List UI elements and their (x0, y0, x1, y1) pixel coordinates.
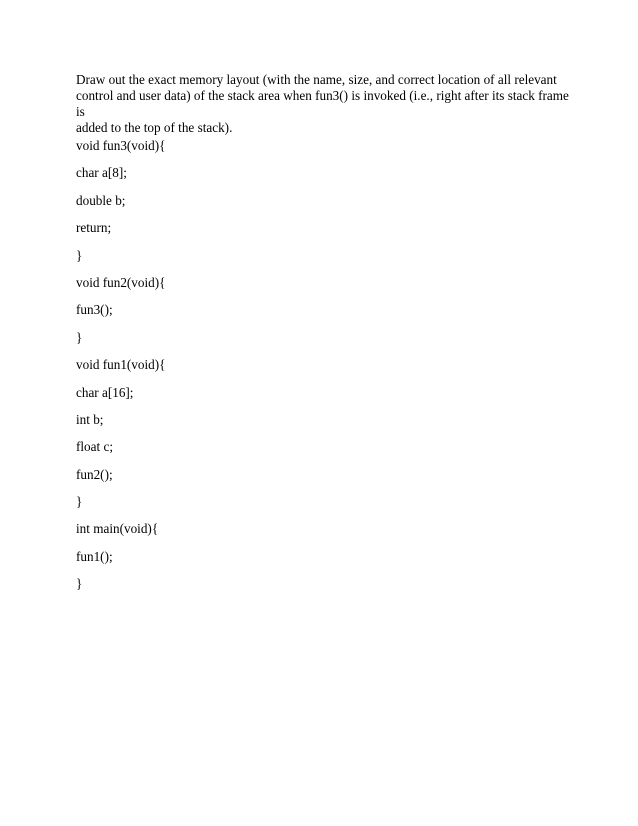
code-line: void fun3(void){ (76, 138, 166, 153)
code-line: return; (76, 220, 112, 236)
code-line: fun1(); (76, 548, 113, 564)
question-text (76, 72, 576, 136)
code-line: void fun2(void){ (76, 274, 166, 290)
code-line: fun2(); (76, 466, 113, 482)
question-line: added to the top of the stack). (76, 120, 233, 135)
code-line: int b; (76, 411, 104, 427)
code-line: double b; (76, 192, 126, 208)
code-line: void fun1(void){ (76, 357, 166, 373)
question-line: Draw out the exact memory layout (with the name, size, and correct location of all relevant (76, 72, 557, 87)
code-line: char a[16]; (76, 384, 134, 400)
code-line: } (76, 247, 83, 263)
code-listing (76, 138, 556, 604)
code-line: char a[8]; (76, 165, 127, 181)
code-line: } (76, 576, 83, 592)
code-line: int main(void){ (76, 521, 159, 537)
question-line: control and user data) of the stack area when fun3() is invoked (i.e., right after its stack frame is (76, 88, 569, 119)
code-line: float c; (76, 439, 113, 455)
code-line: fun3(); (76, 302, 113, 318)
code-line: } (76, 494, 83, 510)
code-line: } (76, 329, 83, 345)
